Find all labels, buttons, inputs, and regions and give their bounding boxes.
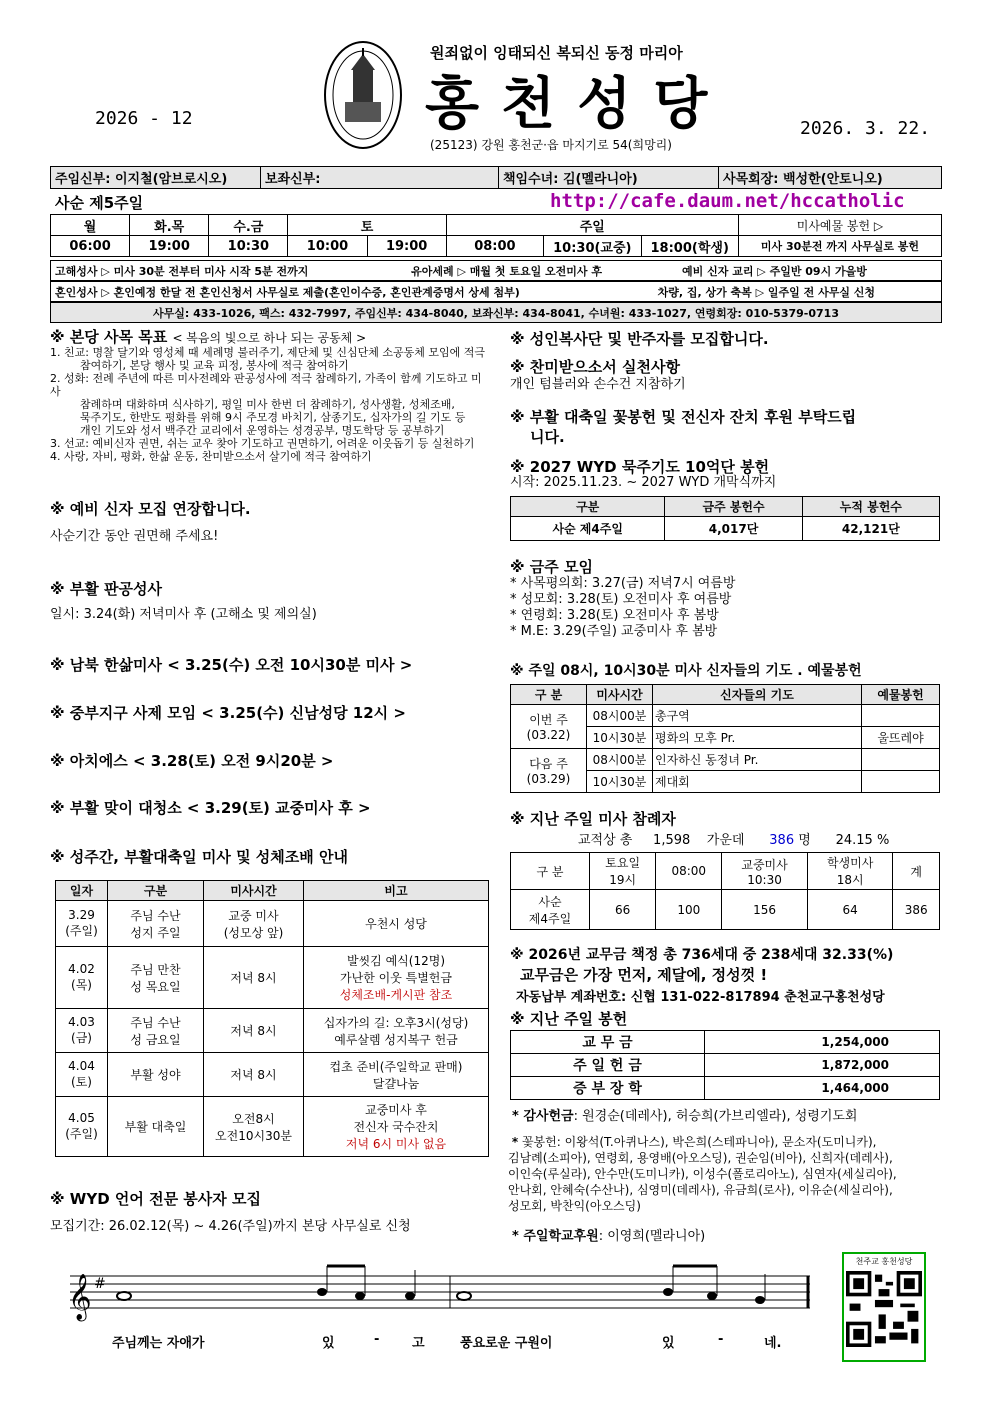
qr-code[interactable] (842, 1252, 926, 1362)
marriage-info: 혼인성사 ▷ 혼인예정 한달 전 혼인신청서 사무실로 제출(혼인이수증, 혼인관계증명서 상세 첨부) (51, 282, 654, 302)
holy-week-table (55, 880, 489, 1157)
attendance-summary: 교적상 총 1,598 가운데 386 명 24.15 % (578, 833, 890, 848)
mass-notice-1: ※ 남북 한삶미사 < 3.25(수) 오전 10시30분 미사 > (50, 656, 413, 674)
issue-date: 2026. 3. 22. (800, 118, 931, 139)
catechumen-title: ※ 예비 신자 모집 연장합니다. (50, 500, 251, 518)
catechism-info: 예비 신자 교리 ▷ 주일반 09시 가을방 (678, 261, 941, 281)
table-row: 4.02 (목) 주님 만찬 성 목요일 저녁 8시 발씻김 예식(12명) 가난한 이웃 특별헌금 성체조배-게시판 참조 (56, 947, 489, 1009)
col: 구분 (511, 497, 665, 517)
qr-label: 천주교 홍천성당 (855, 1257, 913, 1266)
rosary-table (510, 496, 940, 541)
meetings-title: ※ 금주 모임 (510, 558, 593, 576)
info-bar (50, 260, 942, 281)
wyd-title: ※ WYD 언어 전문 봉사자 모집 (50, 1190, 261, 1208)
time: 08:00 (446, 236, 543, 257)
col: 누적 봉헌수 (802, 497, 939, 517)
laudato-title: ※ 찬미받으소서 실천사항 (510, 358, 680, 376)
svg-text:𝄞: 𝄞 (68, 1274, 92, 1320)
goal-list: 1. 친교: 명찰 달기와 영성체 때 세례명 불러주기, 제단체 및 신심단체 소공동체 모임에 적극 참여하기, 본당 행사 및 교육 피정, 봉사에 적극 참여하기 2. 성화: 전례 주년에 따른 미사전례와 판공성사에 적극 참례하기, 가족이 함께 기도하고 미사 참례하며 대화하며 식사하기, 평일 미사 한번 더 참례하기, 성사생활, 성체조배, 묵주기도, 한반도 평화를 위해 9시 주모경 바치기, 삼종기도, 십자가의 길 기도 등 개인 기도와 성서 백주간 교리에서 운영하는 성경공부, 명도학당 등 공부하기 3. 선교: 예비신자 권면, 쉬는 교우 찾아 기도하고 권면하기, 어려운 이웃돕기 등 실천하기 4. 사랑, 자비, 평화, 한삶 운동, 찬미받으소서 살기에 적극 참여하기 (50, 346, 486, 463)
qr-icon (846, 1271, 922, 1347)
cell: 42,121단 (802, 517, 939, 541)
issue-number: 2026 - 12 (95, 108, 193, 129)
music-staff (60, 1262, 820, 1322)
col-time: 미사시간 (204, 881, 304, 901)
flower-offering: * 꽃봉헌: 이왕석(T.아퀴나스), 박은희(스테파니아), 문소자(도미니카), 김남례(소피아), 연령회, 용영배(아오스딩), 권순임(비아), 신희자(데레사), 이인숙(루실라), 안수만(도미니카), 이성수(폴로리아노), 심연자(세실리아), 안나회, 안혜숙(수산나), 심영미(데레사), 유금희(로사), 이유순(세실리아), 성모회, 박찬익(아오스딩) (508, 1135, 897, 1213)
assistant: 보좌신부: (261, 167, 499, 189)
table-row: 3.29 (주일) 주님 수난 성지 주일 교중 미사 (성모상 앞) 우천시 성당 (56, 901, 489, 947)
day-tue-thu: 화.목 (130, 215, 209, 236)
offering-note: 미사예물 봉헌 ▷ (738, 215, 941, 236)
offering-note-2: 미사 30분전 까지 사무실로 봉헌 (738, 236, 941, 257)
mass-notice-2: ※ 중부지구 사제 모임 < 3.25(수) 신남성당 12시 > (50, 704, 406, 722)
day-wed-fri: 수.금 (209, 215, 288, 236)
goal-title: ※ 본당 사목 목표 < 복음의 빛으로 하나 되는 공동체 > (50, 328, 367, 346)
easter-flower-title: ※ 부활 대축일 꽃봉헌 및 전신자 잔치 후원 부탁드립 (510, 408, 857, 426)
col-type: 구분 (108, 881, 204, 901)
confession-text: 일시: 3.24(화) 저녁미사 후 (고해소 및 제의실) (50, 607, 317, 622)
prayer-title: ※ 주일 08시, 10시30분 미사 신자들의 기도 . 예물봉헌 (510, 663, 862, 679)
attendance-title: ※ 지난 주일 미사 참례자 (510, 810, 676, 828)
mass-schedule (50, 214, 942, 257)
contact-bar (50, 302, 942, 323)
time: 19:00 (367, 236, 446, 257)
easter-flower-title-2: 니다. (530, 428, 565, 446)
col: 예물봉헌 (862, 685, 940, 705)
time: 19:00 (130, 236, 209, 257)
info-bar-2 (50, 281, 942, 302)
cafe-link[interactable]: http://cafe.daum.net/hccatholic (550, 190, 905, 212)
council: 사목회장: 백성한(안토니오) (719, 167, 942, 189)
table-row: 4.04 (토) 부활 성야 저녁 8시 컵초 준비(주일학교 판매) 달걀나눔 (56, 1053, 489, 1097)
attendance-table: 구 분 토요일 19시 08:00 교중미사 10:30 학생미사 18시 계 사순 제4주일 66 100 156 64 386 (510, 852, 940, 930)
altar-server-title: ※ 성인복사단 및 반주자를 모집합니다. (510, 330, 769, 348)
confession-title: ※ 부활 판공성사 (50, 580, 162, 598)
sister: 책임수녀: 김(멜라니아) (499, 167, 719, 189)
staff-bar (50, 166, 942, 189)
col: 신자들의 기도 (653, 685, 862, 705)
rosary-title: ※ 2027 WYD 묵주기도 10억단 봉헌 (510, 458, 770, 476)
parish-seal-icon (323, 40, 403, 150)
bank-account: 자동납부 계좌번호: 신협 131-022-817894 춘천교구홍천성당 (516, 990, 885, 1005)
offering-table: 교 무 금 1,254,000 주 일 헌 금 1,872,000 증 부 장 학 1,464,000 (510, 1030, 940, 1100)
confession-info: 고해성사 ▷ 미사 30분 전부터 미사 시작 5분 전까지 (51, 261, 408, 281)
mass-notice-4: ※ 부활 맞이 대청소 < 3.29(토) 교중미사 후 > (50, 799, 371, 817)
day-mon: 월 (51, 215, 130, 236)
table-row: 4.05 (주일) 부활 대축일 오전8시 오전10시30분 교중미사 후 전신자 국수잔치 저녁 6시 미사 없음 (56, 1097, 489, 1157)
col: 미사시간 (587, 685, 653, 705)
col-note: 비고 (304, 881, 489, 901)
col: 금주 봉헌수 (665, 497, 802, 517)
parish-title: 홍천성당 (425, 72, 730, 137)
thanks-offering: * 감사헌금: 원경순(데레사), 허승희(가브리엘라), 성령기도회 (512, 1109, 858, 1124)
sunday-school: * 주일학교후원: 이영희(멜라니아) (512, 1229, 706, 1244)
mass-notice-3: ※ 아치에스 < 3.28(토) 오전 9시20분 > (50, 752, 334, 770)
pastor: 주임신부: 이지철(암브로시오) (51, 167, 261, 189)
col-date: 일자 (56, 881, 108, 901)
baptism-info: 유아세례 ▷ 매월 첫 토요일 오전미사 후 (407, 261, 678, 281)
tithe-title: ※ 2026년 교무금 책정 총 736세대 중 238세대 32.33(%) (510, 947, 894, 963)
holy-week-title: ※ 성주간, 부활대축일 미사 및 성체조배 안내 (50, 848, 348, 866)
table-row: 4.03 (금) 주님 수난 성 금요일 저녁 8시 십자가의 길: 오후3시(성당) 예루살렘 성지복구 헌금 (56, 1009, 489, 1053)
day-sun: 주일 (446, 215, 738, 236)
laudato-text: 개인 텀블러와 손수건 지참하기 (510, 377, 686, 392)
cell: 사순 제4주일 (511, 517, 665, 541)
address: (25123) 강원 홍천군·읍 마지기로 54(희망리) (430, 138, 672, 152)
time: 10:00 (288, 236, 367, 257)
offering-title: ※ 지난 주일 봉헌 (510, 1010, 628, 1028)
rosary-text: 시작: 2025.11.23. ~ 2027 WYD 개막식까지 (510, 475, 777, 490)
contact-numbers: 사무실: 433-1026, 팩스: 432-7997, 주임신부: 434-8040, 보좌신부: 434-8041, 수녀원: 433-1027, 연령회장: 010-5379-0713 (51, 303, 942, 323)
catechumen-text: 사순기간 동안 권면해 주세요! (50, 529, 219, 544)
tithe-slogan: 교무금은 가장 먼저, 제달에, 정성껏 ! (520, 966, 768, 984)
blessing-info: 차량, 집, 상가 축복 ▷ 일주일 전 사무실 신청 (654, 282, 942, 302)
col: 구 분 (511, 685, 587, 705)
wyd-text: 모집기간: 26.02.12(목) ~ 4.26(주일)까지 본당 사무실로 신청 (50, 1219, 411, 1234)
meetings-list: * 사목평의회: 3.27(금) 저녁7시 여름방 * 성모회: 3.28(토) 오전미사 후 여름방 * 연령회: 3.28(토) 오전미사 후 봄방 * M.E: 3.29(주일) 교중미사 후 봄방 (510, 576, 736, 639)
time: 18:00(학생) (641, 236, 738, 257)
time: 10:30(교중) (544, 236, 641, 257)
svg-text:#: # (94, 1276, 106, 1292)
cell: 4,017단 (665, 517, 802, 541)
prayer-table: 구 분 미사시간 신자들의 기도 예물봉헌 이번 주 (03.22) 08시00분 총구역 10시30분 평화의 모후 Pr. 울뜨레야 다음 주 (03.29) 08시00분 인자하신 동정녀 Pr. 10시30분 제대회 (510, 684, 940, 793)
time: 06:00 (51, 236, 130, 257)
liturgical-week: 사순 제5주일 (55, 194, 144, 212)
subtitle: 원죄없이 잉태되신 복되신 동정 마리아 (430, 44, 683, 62)
time: 10:30 (209, 236, 288, 257)
day-sat: 토 (288, 215, 446, 236)
